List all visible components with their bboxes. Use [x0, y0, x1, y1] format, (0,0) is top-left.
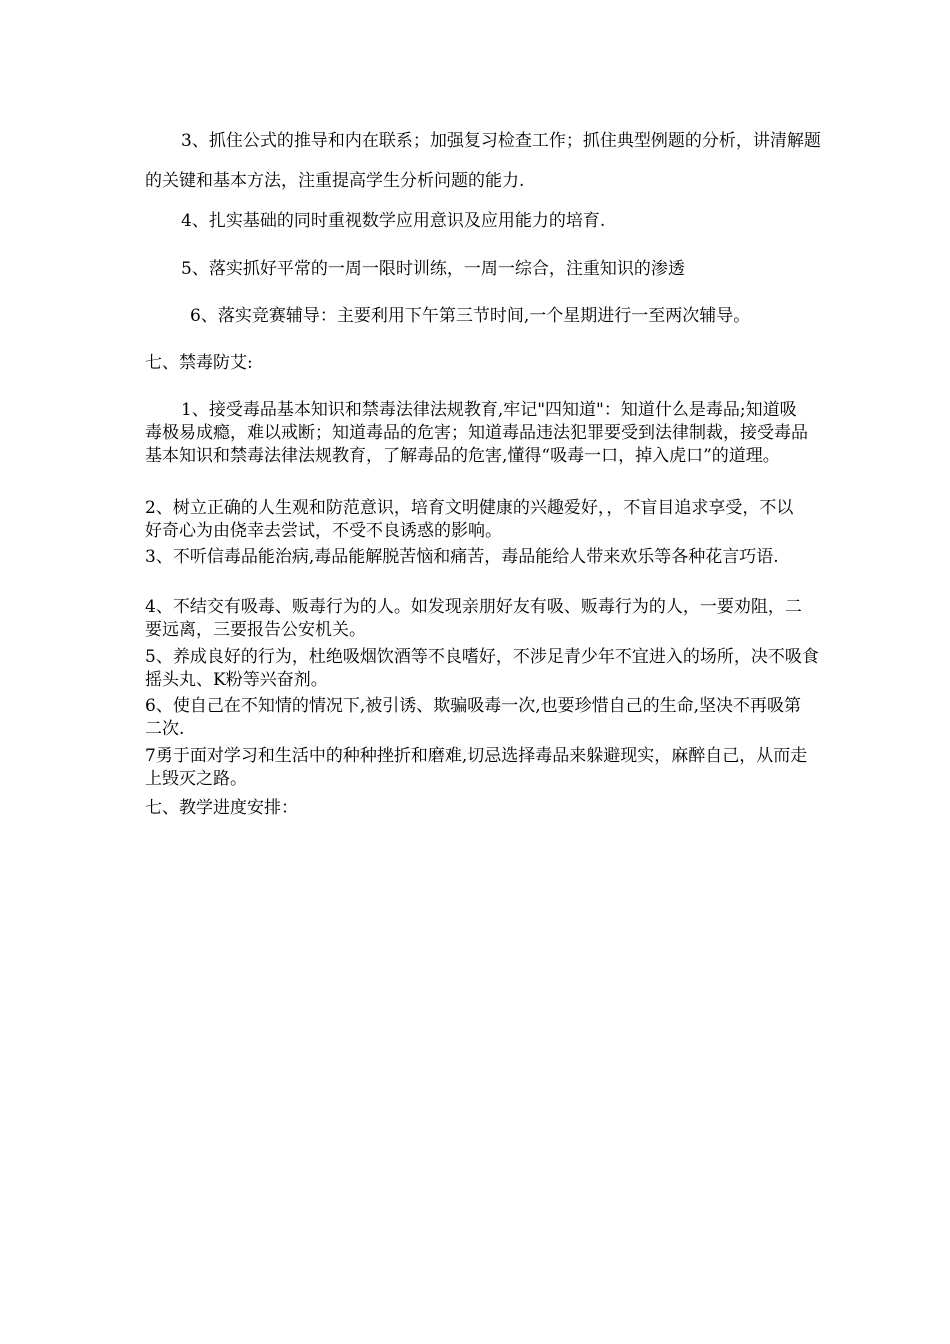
paragraph-item-3: 3、抓住公式的推导和内在联系；加强复习检查工作；抓住典型例题的分析，讲清解题的关键和基本方法，注重提高学生分析问题的能力. — [145, 131, 821, 191]
drug-item-2: 2、树立正确的人生观和防范意识，培育文明健康的兴趣爱好，，不盲目追求享受，不以好奇心为由侥幸去尝试，不受不良诱惑的影响。 — [145, 498, 794, 541]
paragraph-item-4: 4、扎实基础的同时重视数学应用意识及应用能力的培育. — [181, 211, 606, 231]
paragraph-item-5: 5、落实抓好平常的一周一限时训练，一周一综合，注重知识的渗透 — [181, 259, 685, 279]
section-heading-teaching-schedule: 七、教学进度安排： — [145, 798, 298, 818]
paragraph-item-6: 6、落实竞赛辅导：主要利用下午第三节时间,一个星期进行一至两次辅导。 — [190, 306, 751, 326]
section-heading-drug-prevention: 七、禁毒防艾: — [145, 353, 253, 373]
drug-item-6: 6、使自己在不知情的情况下,被引诱、欺骗吸毒一次,也要珍惜自己的生命,坚决不再吸第二次. — [145, 696, 802, 739]
drug-item-7: 7勇于面对学习和生活中的种种挫折和磨难,切忌选择毒品来躲避现实，麻醉自己，从而走上毁灭之路。 — [145, 746, 808, 789]
drug-item-3: 3、不听信毒品能治病,毒品能解脱苦恼和痛苦，毒品能给人带来欢乐等各种花言巧语. — [145, 547, 779, 567]
drug-item-5: 5、养成良好的行为，杜绝吸烟饮酒等不良嗜好，不涉足青少年不宜进入的场所，决不吸食摇头丸、K粉等兴奋剂。 — [145, 647, 819, 690]
drug-item-1: 1、接受毒品基本知识和禁毒法律法规教育,牢记"四知道"：知道什么是毒品;知道吸毒极易成瘾，难以戒断；知道毒品的危害；知道毒品违法犯罪要受到法律制裁，接受毒品基本知识和禁毒法律法规教育，了解毒品的危害,懂得“吸毒一口，掉入虎口”的道理。 — [145, 400, 808, 466]
drug-item-4: 4、不结交有吸毒、贩毒行为的人。如发现亲朋好友有吸、贩毒行为的人，一要劝阻，二要远离，三要报告公安机关。 — [145, 597, 802, 640]
